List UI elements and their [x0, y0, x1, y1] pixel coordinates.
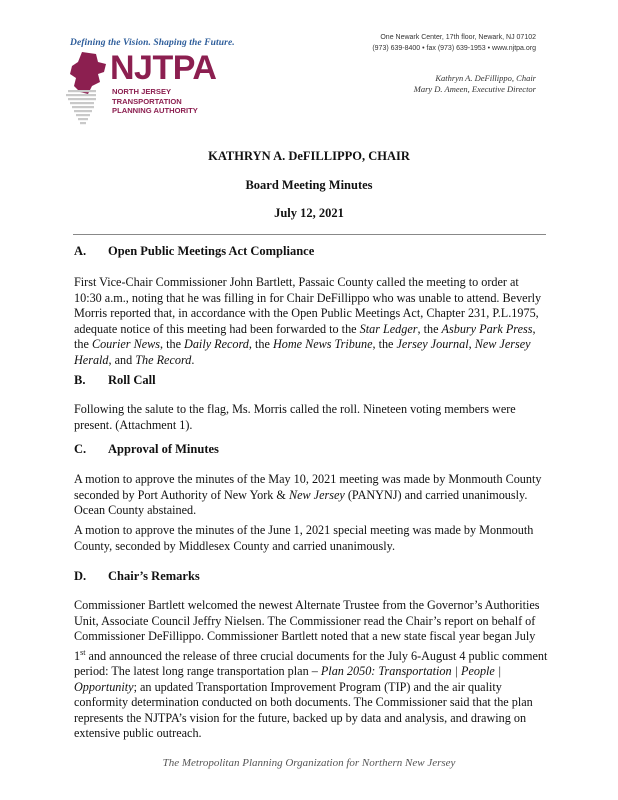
section-d-paragraph [74, 598, 550, 742]
paragraph-line: Ocean County abstained. [74, 503, 197, 517]
paragraph-line: Commissioner DeFillippo. Commissioner Bartlett noted that a new state fiscal year began July [74, 629, 536, 643]
section-letter: C. [74, 442, 87, 456]
paragraph-line: conformity determination conducted on both documents. The Commissioner said that the plan [74, 695, 533, 710]
title-divider [73, 234, 546, 235]
phone-line: (973) 639-8400 • fax (973) 639-1953 • www.njtpa.org [372, 45, 536, 52]
section-letter: D. [74, 569, 87, 583]
paragraph-line: period: The latest long range transportation plan – Plan 2050: Transportation | People | [74, 664, 502, 679]
section-a-paragraph [74, 275, 550, 368]
section-title: Chair’s Remarks [108, 569, 200, 583]
paragraph-line: First Vice-Chair Commissioner John Bartlett, Passaic County called the meeting to order at [74, 275, 519, 289]
paragraph-line: Herald, and The Record. [74, 352, 195, 367]
section-title: Roll Call [108, 373, 156, 387]
paragraph-line: Opportunity; an updated Transportation Improvement Program (TIP) and the air quality [74, 679, 502, 694]
section-c-paragraph-2 [74, 523, 550, 554]
paragraph-line: A motion to approve the minutes of the May 10, 2021 meeting was made by Monmouth County [74, 472, 542, 486]
org-name [112, 87, 198, 116]
paragraph-line: present. (Attachment 1). [74, 417, 193, 432]
section-c-paragraph-1 [74, 472, 550, 519]
section-b-paragraph [74, 402, 550, 433]
title-document: Board Meeting Minutes [245, 178, 373, 192]
paragraph-line: County, seconded by Middlesex County and carried unanimously. [74, 538, 395, 553]
org-name-line: PLANNING AUTHORITY [112, 106, 198, 115]
paragraph-line: Commissioner Bartlett welcomed the newest Alternate Trustee from the Governor’s Authorities [74, 598, 540, 612]
org-name-line: NORTH JERSEY [112, 87, 172, 96]
section-heading-b [74, 373, 156, 388]
officer-director: Mary D. Ameen, Executive Director [413, 84, 536, 94]
address-line: One Newark Center, 17th floor, Newark, NJ 07102 [380, 34, 536, 41]
paragraph-line: Unit, Associate Council Jeffry Nielsen. The Commissioner read the Chair’s report on behalf of [74, 613, 536, 628]
njtpa-logo-icon [62, 50, 112, 128]
paragraph-line: Following the salute to the flag, Ms. Morris called the roll. Nineteen voting members were [74, 402, 516, 416]
logo-wordmark: NJTPA [110, 49, 217, 87]
paragraph-line: adequate notice of this meeting had been forwarded to the Star Ledger, the Asbury Park Press, [74, 321, 536, 336]
tagline: Defining the Vision. Shaping the Future. [70, 38, 235, 48]
section-title: Open Public Meetings Act Compliance [108, 244, 315, 258]
title-date: July 12, 2021 [274, 206, 344, 220]
footer-tagline: The Metropolitan Planning Organization for Northern New Jersey [162, 757, 456, 769]
section-heading-a [74, 244, 314, 259]
paragraph-line: the Courier News, the Daily Record, the Home News Tribune, the Jersey Journal, New Jersey [74, 337, 531, 351]
paragraph-line: seconded by Port Authority of New York & New Jersey (PANYNJ) and carried unanimously. [74, 487, 528, 502]
org-name-line: TRANSPORTATION [112, 96, 182, 106]
paragraph-line: Morris reported that, in accordance with the Open Public Meetings Act, Chapter 231, P.L.1975, [74, 306, 539, 320]
paragraph-line: 10:30 a.m., noting that he was filling in for Chair DeFillippo who was unable to attend. Beverly [74, 290, 542, 305]
title-chair: KATHRYN A. DeFILLIPPO, CHAIR [208, 149, 410, 163]
paragraph-line: A motion to approve the minutes of the June 1, 2021 special meeting was made by Monmouth [74, 523, 534, 537]
section-letter: B. [74, 373, 86, 387]
paragraph-line: 1st and announced the release of three crucial documents for the July 6-August 4 public comment [74, 647, 548, 663]
section-heading-c [74, 442, 219, 457]
paragraph-line: represents the NJTPA’s vision for the future, backed up by data and analysis, and drawing on [74, 710, 527, 725]
section-title: Approval of Minutes [108, 442, 219, 456]
section-heading-d [74, 569, 200, 584]
officer-chair: Kathryn A. DeFillippo, Chair [435, 73, 536, 83]
contact-block [372, 32, 536, 54]
officers-block [414, 73, 536, 95]
section-letter: A. [74, 244, 87, 258]
paragraph-line: extensive public outreach. [74, 726, 202, 741]
